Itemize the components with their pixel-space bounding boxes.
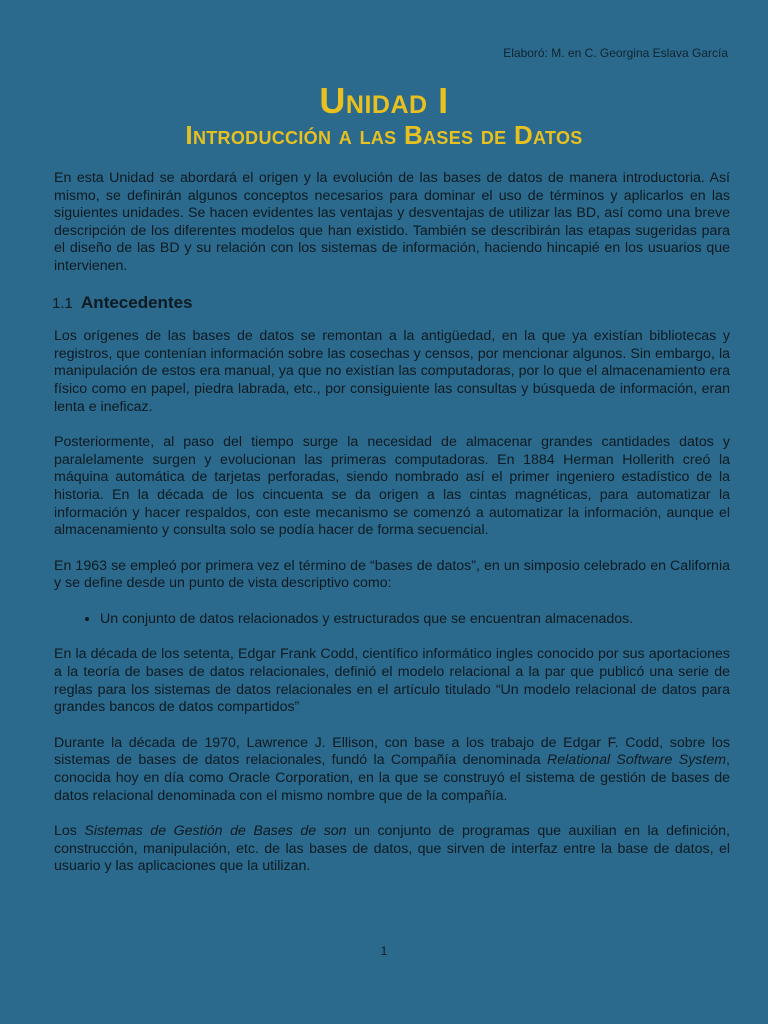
paragraph-computers: Posteriormente, al paso del tiempo surge la necesidad de almacenar grandes cantidades datos y paralelamente surgen y evolucionan las primeras computadoras. En 1884 Herman Hollerith creó la máquina automática de tarjetas perforadas, siendo nombrado así el primer ingeniero estadístico de la historia. En la década de los cincuenta se da origen a las cintas magnéticas, para automatizar la información y hacer respaldos, con este mecanismo se comenzó a automatizar la información, aunque el almacenamiento y consulta solo se podía hacer de forma secuencial. — [54, 434, 730, 539]
ellison-text-end: , conocida hoy en día como Oracle Corporation, en la que se construyó el sistema de gestión de bases de datos relacional denominada con el mismo nombre que de la compañía. — [54, 752, 730, 804]
unit-subtitle: Introducción a las Bases de Datos — [185, 120, 583, 150]
dbms-text-end: un conjunto de programas que auxilian en la definición, construcción, manipulación, etc. de las bases de datos, que sirven de interfaz entre la base de datos, el usuario y las aplicaciones que la utilizan. — [54, 823, 730, 875]
dbms-term: Sistemas de Gestión de Bases de son — [84, 823, 347, 840]
section-heading — [52, 294, 730, 313]
section-number: 1.1 — [52, 294, 73, 312]
author-credit: Elaboró: M. en C. Georgina Eslava García — [503, 46, 728, 60]
ellison-text-start: Durante la década de 1970, Lawrence J. Ellison, con base a los trabajo de Edgar F. Codd, sobre los sistemas de bases de datos relacionales, fundó la Compañía denominada — [54, 734, 730, 769]
definition-list — [54, 611, 730, 629]
list-item: • Un conjunto de datos relacionados y estructurados que se encuentran almacenados. — [100, 611, 730, 629]
paragraph-ellison — [54, 735, 730, 805]
paragraph-dbms — [54, 823, 730, 876]
unit-title: Unidad I — [319, 80, 449, 121]
intro-paragraph: En esta Unidad se abordará el origen y la evolución de las bases de datos de manera introductoria. Así mismo, se definirán algunos conceptos necesarios para dominar el uso de términos y aplicarlos en las siguientes unidades. Se hacen evidentes las ventajas y desventajas de utilizar las BD, así como una breve descripción de los diferentes modelos que han existido. También se describirán las etapas sugeridas para el diseño de las BD y su relación con los sistemas de información, haciendo hincapié en los usuarios que intervienen. — [54, 170, 730, 274]
document-body — [54, 170, 730, 894]
section-title: Antecedentes — [81, 292, 193, 312]
paragraph-codd: En la década de los setenta, Edgar Frank Codd, científico informático ingles conocido por sus aportaciones a la teoría de bases de datos relacionales, definió el modelo relacional a la par que publicó una serie de reglas para los sistemas de datos relacionales en el artículo titulado “Un modelo relacional de datos para grandes bancos de datos compartidos” — [54, 646, 730, 716]
dbms-text-start: Los — [54, 823, 85, 840]
page-number: 1 — [380, 944, 388, 958]
company-name: Relational Software System — [547, 752, 727, 769]
paragraph-origins: Los orígenes de las bases de datos se remontan a la antigüedad, en la que ya existían bibliotecas y registros, que contenían información sobre las cosechas y censos, por mencionar algunos. Sin embargo, la manipulación de estos era manual, ya que no existían las computadoras, por lo que el almacenamiento era físico como en papel, piedra labrada, etc., por consiguiente las consultas y búsqueda de información, eran lenta e ineficaz. — [54, 328, 730, 415]
paragraph-1963: En 1963 se empleó por primera vez el término de “bases de datos”, en un simposio celebrado en California y se define desde un punto de vista descriptivo como: — [54, 557, 730, 592]
